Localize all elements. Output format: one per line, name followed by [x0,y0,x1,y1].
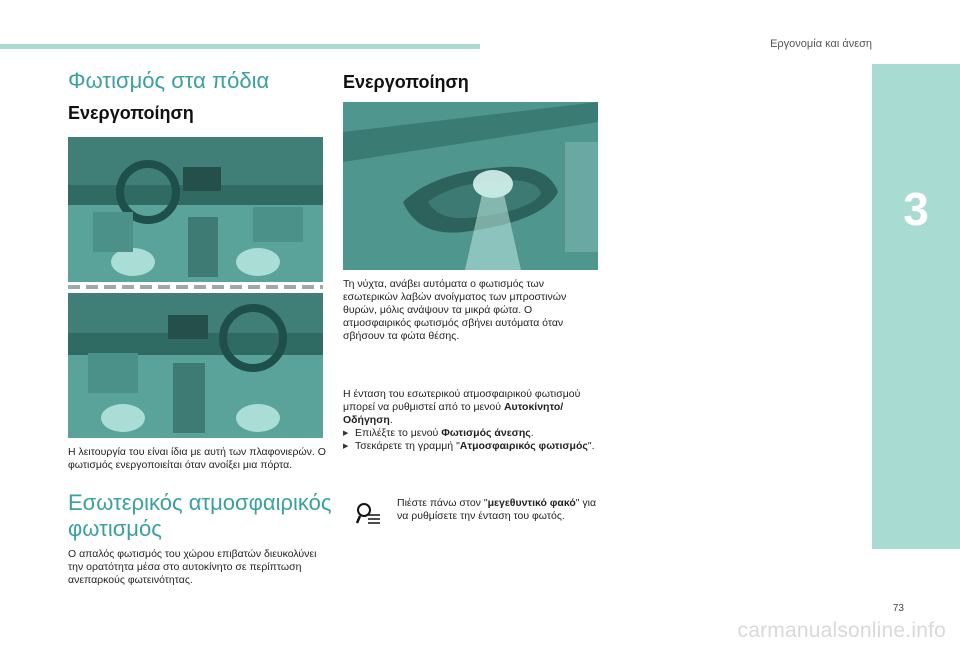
page-number: 73 [892,603,904,614]
image-separator [68,285,323,289]
section-title-ambient-line2: φωτισμός [68,516,162,541]
ambient-intensity-prefix: Η ένταση του εσωτερικού ατμοσφαιρικού φωτισμού μπορεί να ρυθμιστεί από το μενού [343,388,581,413]
instruction-list [343,427,601,453]
section-subtitle-activation-right: Ενεργοποίηση [343,72,469,92]
instruction-1-prefix: Επιλέξτε το μενού [355,427,442,439]
dashboard-footwell-image-top [68,137,323,282]
door-handle-lighting-image [343,102,598,270]
chapter-number: 3 [903,183,929,235]
instruction-1-suffix: . [530,427,534,439]
menu-vehicle-driving: Αυτοκίνητο/ Οδήγηση [343,401,564,426]
magnifier-note-text [397,497,597,523]
section-title-ambient-lighting [68,490,331,542]
note-suffix: " για να ρυθμίσετε την ένταση του φωτός. [397,497,597,522]
instruction-2-prefix: Τσεκάρετε τη γραμμή " [355,440,460,452]
menu-comfort-lighting: Φωτισμός άνεσης [441,427,531,439]
chapter-header: Εργονομία και άνεση [770,38,872,50]
note-prefix: Πιέστε πάνω στον " [397,497,488,509]
top-accent-bar [0,44,480,49]
section-title-footwell-lighting: Φωτισμός στα πόδια [68,68,270,93]
watermark: carmanualsonline.info [737,619,946,642]
footwell-caption: Η λειτουργία του είναι ίδια με αυτή των πλαφονιερών. Ο φωτισμός ενεργοποιείται όταν ανοίξει μια πόρτα. [68,446,326,471]
chapter-tab [872,64,960,549]
door-handle-lighting-text: Τη νύχτα, ανάβει αυτόματα ο φωτισμός των εσωτερικών λαβών ανοίγματος των μπροστινών θυρών, μόλις ανάψουν τα μικρά φώτα. Ο ατμοσφαιρικός φωτισμός σβήνει αυτόματα όταν σβήσουν τα φώτα θέσης. [343,278,567,342]
dashboard-footwell-image-bottom [68,293,323,438]
magnifier-label: μεγεθυντικό φακό [487,497,576,509]
ambient-intensity-text [343,388,601,453]
instruction-item-1 [343,427,601,440]
instruction-item-2 [343,440,601,453]
section-subtitle-activation: Ενεργοποίηση [68,103,194,123]
instruction-2-suffix: ". [587,440,595,452]
magnifier-note-icon [355,501,381,527]
ambient-intensity-suffix: . [389,414,393,426]
section-title-ambient-line1: Εσωτερικός ατμοσφαιρικός [68,490,332,515]
ambient-lighting-description: Ο απαλός φωτισμός του χώρου επιβατών διευκολύνει την ορατότητα μέσα στο αυτοκίνητο σε περίπτωση ανεπαρκούς φωτεινότητας. [68,548,317,586]
option-ambient-lighting: Ατμοσφαιρικός φωτισμός [459,440,588,452]
